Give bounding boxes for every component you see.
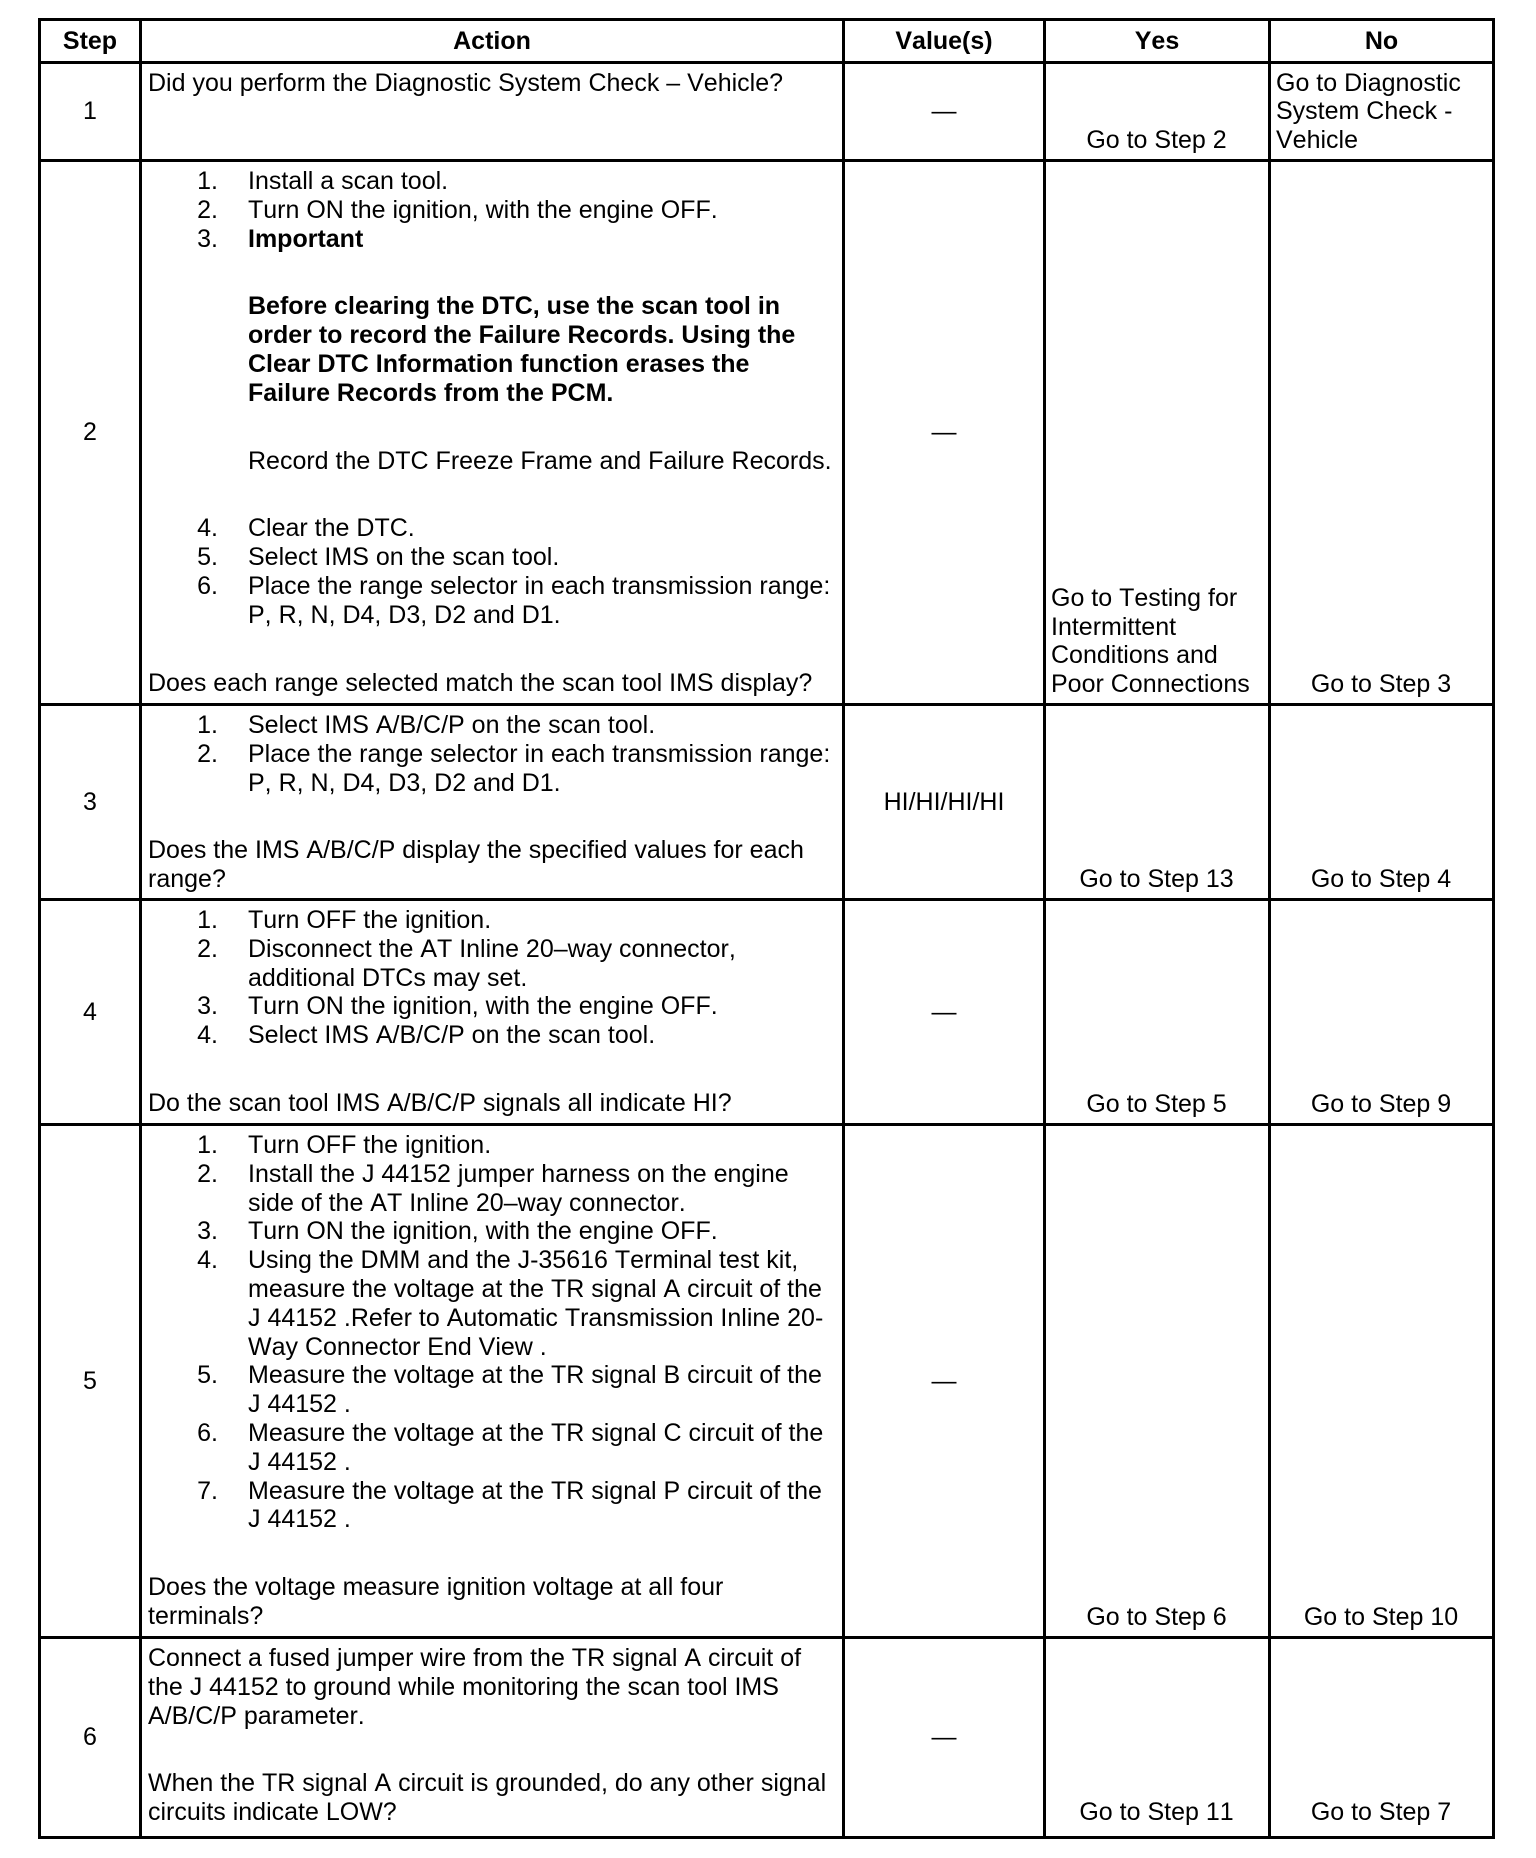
step-4-number: 4 [41, 901, 139, 1123]
step-3-value: HI/HI/HI/HI [845, 706, 1043, 898]
step-5-no-text: Go to Step 10 [1303, 1603, 1459, 1632]
step-3-number: 3 [41, 706, 139, 898]
list-number: 2. [197, 934, 218, 963]
list-text: Select IMS A/B/C/P on the scan tool. [248, 1021, 656, 1050]
step-6-yes [1046, 1639, 1268, 1836]
step-1-yes-text: Go to Step 2 [1086, 126, 1227, 155]
list-number: 5. [197, 1361, 218, 1390]
list-number: 2. [197, 195, 218, 224]
step-1-no-text: Go to Diagnostic System Check - Vehicle [1276, 68, 1461, 155]
step-5-yes-text: Go to Step 6 [1086, 1603, 1227, 1632]
step-4-item-4 [148, 1021, 835, 1050]
list-number: 5. [197, 543, 218, 572]
important-notice: Before clearing the DTC, use the scan tool in order to record the Failure Records. Using the Clear DTC Information function erases the Failure Records from the PCM. [248, 292, 796, 407]
list-text: Place the range selector in each transmission range: P, R, N, D4, D3, D2 and D1. [248, 571, 831, 629]
step-3-item-2 [148, 740, 835, 798]
step-1-action [142, 64, 842, 159]
list-text: Select IMS on the scan tool. [248, 543, 560, 572]
step-4-item-2 [148, 935, 835, 993]
diagnostic-table [38, 18, 1495, 1839]
step-3-action [142, 706, 842, 898]
step-5-item-4 [148, 1246, 835, 1361]
list-number: 3. [197, 992, 218, 1021]
step-6-value: — [845, 1639, 1043, 1836]
step-6-no [1271, 1639, 1492, 1836]
step-4-no [1271, 901, 1492, 1123]
header-yes: Yes [1046, 21, 1268, 61]
step-6-no-text: Go to Step 7 [1310, 1798, 1452, 1827]
step-2-item-5 [148, 543, 835, 572]
step-2-number: 2 [41, 162, 139, 703]
step-3-item-1 [148, 711, 835, 740]
step-5-item-7 [148, 1477, 835, 1535]
list-number: 1. [197, 1131, 218, 1159]
list-number: 3. [197, 224, 218, 253]
step-4-action [142, 901, 842, 1123]
step-5-yes [1046, 1126, 1268, 1636]
step-2-item-1 [148, 167, 835, 196]
list-text: Measure the voltage at the TR signal C circuit of the J 44152 . [248, 1418, 824, 1476]
step-5-item-6 [148, 1419, 835, 1477]
list-number: 2. [197, 1159, 218, 1188]
list-text: Turn OFF the ignition. [248, 906, 492, 934]
list-number: 1. [197, 167, 218, 195]
list-text: Record the DTC Freeze Frame and Failure Records. [248, 446, 832, 475]
list-number: 4. [197, 1246, 218, 1275]
step-5-item-3 [148, 1217, 835, 1246]
step-5-no [1271, 1126, 1492, 1636]
step-4-yes-text: Go to Step 5 [1086, 1090, 1227, 1119]
step-3-question: Does the IMS A/B/C/P display the specified values for each range? [148, 836, 804, 894]
header-action: Action [142, 21, 842, 61]
step-2-item-6 [148, 572, 835, 630]
list-content [248, 225, 835, 476]
step-4-value: — [845, 901, 1043, 1123]
important-label: Important [248, 224, 364, 253]
step-5-item-2 [148, 1160, 835, 1218]
list-text: Place the range selector in each transmission range: P, R, N, D4, D3, D2 and D1. [248, 739, 831, 797]
step-6-question: When the TR signal A circuit is grounded, do any other signal circuits indicate LOW? [148, 1769, 827, 1827]
step-2-no [1271, 162, 1492, 703]
step-2-action [142, 162, 842, 703]
list-text: Select IMS A/B/C/P on the scan tool. [248, 711, 656, 739]
step-2-item-4 [148, 514, 835, 543]
step-2-yes-text: Go to Testing for Intermittent Conditions and Poor Connections [1051, 583, 1250, 699]
step-6-action [142, 1639, 842, 1836]
list-text: Measure the voltage at the TR signal B circuit of the J 44152 . [248, 1361, 822, 1419]
step-5-item-1 [148, 1131, 835, 1160]
list-number: 1. [197, 906, 218, 934]
step-4-yes [1046, 901, 1268, 1123]
step-1-question: Did you perform the Diagnostic System Check – Vehicle? [148, 69, 784, 97]
list-number: 6. [197, 1418, 218, 1447]
step-2-value: — [845, 162, 1043, 703]
list-number: 2. [197, 739, 218, 768]
step-5-action [142, 1126, 842, 1636]
step-6-number: 6 [41, 1639, 139, 1836]
step-6-yes-text: Go to Step 11 [1079, 1798, 1234, 1827]
step-3-yes-text: Go to Step 13 [1079, 865, 1234, 894]
step-5-value: — [845, 1126, 1043, 1636]
list-text: Disconnect the AT Inline 20–way connector, additional DTCs may set. [248, 934, 736, 992]
list-text: Turn ON the ignition, with the engine OFF. [248, 992, 718, 1021]
step-1-number: 1 [41, 64, 139, 159]
header-values: Value(s) [845, 21, 1043, 61]
list-text: Turn ON the ignition, with the engine OFF. [248, 195, 718, 224]
step-5-item-5 [148, 1361, 835, 1419]
step-3-no-text: Go to Step 4 [1310, 865, 1452, 894]
header-no: No [1271, 21, 1492, 61]
list-number: 7. [197, 1476, 218, 1505]
list-number: 3. [197, 1217, 218, 1246]
step-2-item-3 [148, 225, 835, 476]
list-text: Clear the DTC. [248, 514, 415, 543]
list-number: 4. [197, 514, 218, 543]
step-2-item-2 [148, 196, 835, 225]
list-number: 4. [197, 1021, 218, 1050]
step-4-question: Do the scan tool IMS A/B/C/P signals all indicate HI? [148, 1088, 732, 1117]
step-1-value: — [845, 64, 1043, 159]
list-number: 1. [197, 711, 218, 739]
list-text: Install a scan tool. [248, 167, 449, 195]
step-4-item-3 [148, 992, 835, 1021]
step-3-no [1271, 706, 1492, 898]
step-1-yes [1046, 64, 1268, 159]
step-4-no-text: Go to Step 9 [1310, 1090, 1452, 1119]
step-3-yes [1046, 706, 1268, 898]
step-2-yes [1046, 162, 1268, 703]
list-number: 6. [197, 571, 218, 600]
list-text: Turn ON the ignition, with the engine OFF. [248, 1217, 718, 1246]
step-1-no [1271, 64, 1492, 159]
step-5-number: 5 [41, 1126, 139, 1636]
list-text: Measure the voltage at the TR signal P circuit of the J 44152 . [248, 1476, 822, 1534]
step-2-no-text: Go to Step 3 [1310, 670, 1452, 699]
step-2-question: Does each range selected match the scan tool IMS display? [148, 668, 813, 697]
list-text: Install the J 44152 jumper harness on the engine side of the AT Inline 20–way connector. [248, 1159, 789, 1217]
step-4-item-1 [148, 906, 835, 935]
step-5-question: Does the voltage measure ignition voltage at all four terminals? [148, 1573, 724, 1630]
list-text: Using the DMM and the J-35616 Terminal test kit, measure the voltage at the TR signal A circuit of the J 44152 .Refer to Automatic Transmission Inline 20-Way Connector End View . [248, 1246, 824, 1361]
step-6-instruction: Connect a fused jumper wire from the TR signal A circuit of the J 44152 to ground while monitoring the scan tool IMS A/B/C/P parameter. [148, 1644, 802, 1730]
header-step: Step [41, 21, 139, 61]
list-text: Turn OFF the ignition. [248, 1131, 492, 1159]
